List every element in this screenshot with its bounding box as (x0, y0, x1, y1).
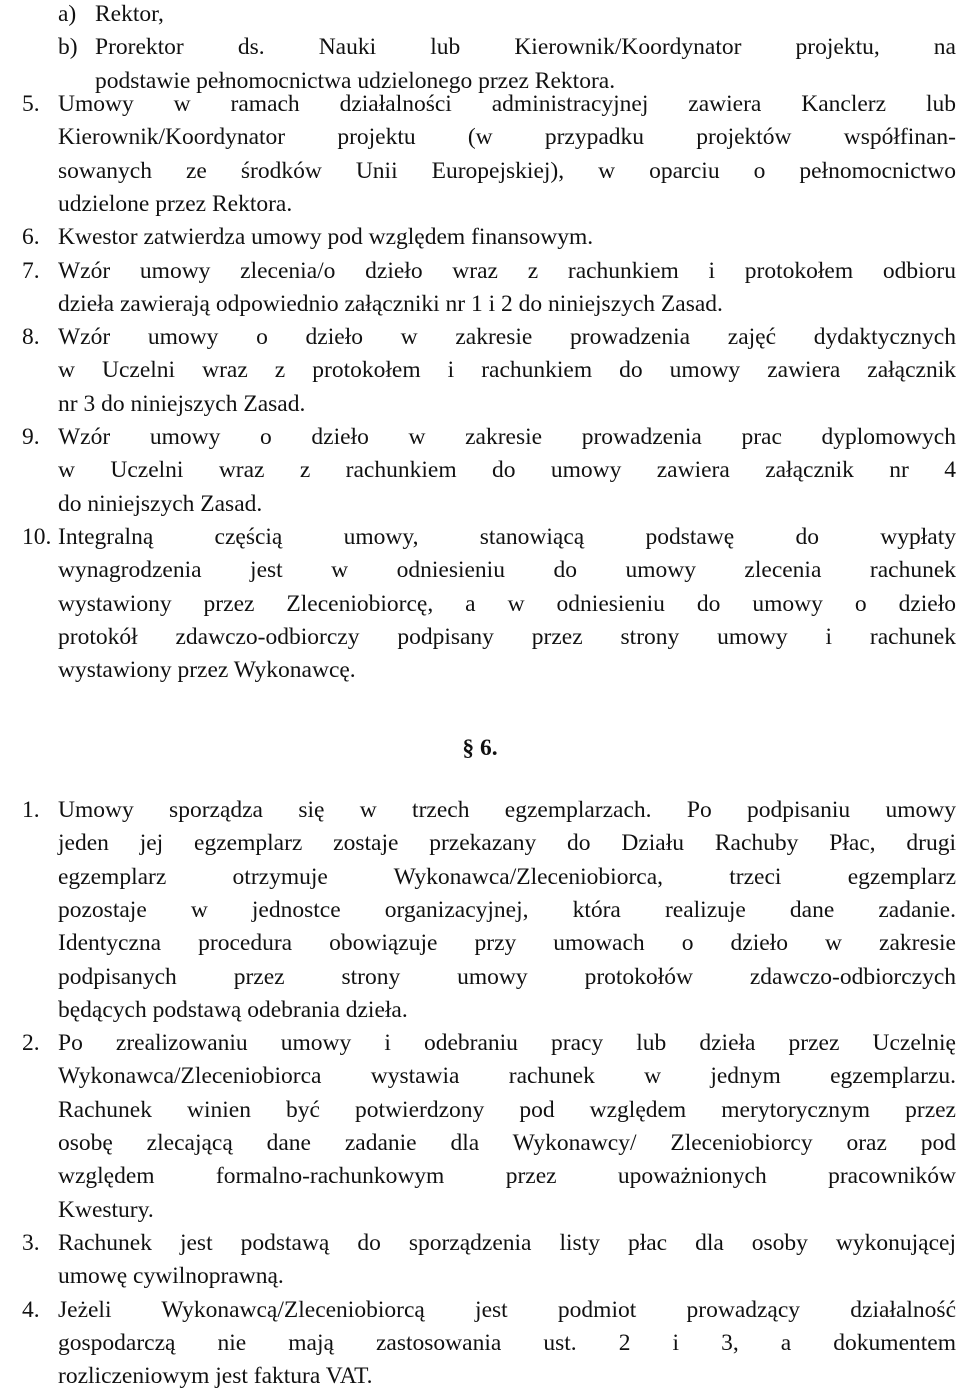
paragraph-line: Umowy sporządza się w trzech egzemplarzach. Po podpisaniu umowy (58, 797, 956, 823)
paragraph-line: udzielone przez Rektora. (58, 190, 293, 217)
paragraph-line: do niniejszych Zasad. (58, 490, 263, 517)
paragraph-line: Kwestor zatwierdza umowy pod względem finansowym. (58, 224, 594, 251)
paragraph-line: będących podstawą odebrania dzieła. (58, 996, 408, 1023)
paragraph-line: podpisanych przez strony umowy protokołów zdawczo-odbiorczych (58, 963, 956, 990)
paragraph-line: w Uczelni wraz z rachunkiem do umowy zawiera załącznik nr 4 (58, 457, 956, 484)
paragraph-line: pozostaje w jednostce organizacyjnej, która realizuje dane zadanie. (58, 896, 956, 923)
list-marker: 5. (22, 91, 40, 117)
paragraph-line: Wzór umowy o dzieło w zakresie prowadzenia zajęć dydaktycznych (58, 324, 956, 351)
paragraph-line: Prorektor ds. Nauki lub Kierownik/Koordynator projektu, na (95, 34, 956, 61)
paragraph-line: wystawiony przez Zleceniobiorcę, a w odniesieniu do umowy o dzieło (58, 590, 956, 617)
paragraph-line: Integralną częścią umowy, stanowiącą podstawę do wypłaty (58, 523, 956, 550)
list-marker: b) (58, 34, 78, 61)
paragraph-line: w Uczelni wraz z protokołem i rachunkiem do umowy zawiera załącznik (58, 357, 956, 384)
paragraph-line: Jeżeli Wykonawcą/Zleceniobiorcą jest podmiot prowadzący działalność (58, 1296, 956, 1323)
paragraph-line: Kwestury. (58, 1196, 154, 1223)
paragraph-line: protokół zdawczo-odbiorczy podpisany przez strony umowy i rachunek (58, 623, 956, 650)
paragraph-line: dzieła zawierają odpowiednio załączniki nr 1 i 2 do niniejszych Zasad. (58, 290, 723, 317)
paragraph-line: umowę cywilnoprawną. (58, 1263, 284, 1290)
paragraph-line: Umowy w ramach działalności administracyjnej zawiera Kanclerz lub (58, 91, 956, 117)
paragraph-line: nr 3 do niniejszych Zasad. (58, 390, 306, 417)
list-marker: 2. (22, 1030, 40, 1057)
paragraph-line: osobę zlecającą dane zadanie dla Wykonawcy/ Zleceniobiorcy oraz pod (58, 1130, 956, 1156)
list-marker: 6. (22, 224, 40, 251)
list-marker: a) (58, 1, 77, 27)
paragraph-line: Wzór umowy o dzieło w zakresie prowadzenia prac dyplomowych (58, 424, 956, 450)
paragraph-line: sowanych ze środków Unii Europejskiej), w oparciu o pełnomocnictwo (58, 157, 956, 184)
paragraph-line: Identyczna procedura obowiązuje przy umowach o dzieło w zakresie (58, 930, 956, 957)
paragraph-line: wynagrodzenia jest w odniesieniu do umowy zlecenia rachunek (58, 557, 956, 584)
list-marker: 9. (22, 424, 40, 450)
paragraph-line: podstawie pełnomocnictwa udzielonego przez Rektora. (95, 67, 616, 94)
list-marker: 4. (22, 1296, 40, 1323)
paragraph-line: egzemplarz otrzymuje Wykonawca/Zleceniobiorca, trzeci egzemplarz (58, 863, 956, 890)
paragraph-line: gospodarczą nie mają zastosowania ust. 2 i 3, a dokumentem (58, 1329, 956, 1356)
paragraph-line: wystawiony przez Wykonawcę. (58, 657, 356, 684)
paragraph-line: Kierownik/Koordynator projektu (w przypadku projektów współfinan- (58, 124, 956, 151)
paragraph-line: Wzór umowy zlecenia/o dzieło wraz z rachunkiem i protokołem odbioru (58, 257, 956, 284)
paragraph-line: względem formalno-rachunkowym przez upoważnionych pracowników (58, 1163, 956, 1190)
list-marker: 1. (22, 797, 40, 823)
paragraph-line: Wykonawca/Zleceniobiorca wystawia rachunek w jednym egzemplarzu. (58, 1063, 956, 1090)
list-marker: 7. (22, 257, 40, 284)
paragraph-line: Rektor, (95, 1, 164, 27)
paragraph-line: jeden jej egzemplarz zostaje przekazany do Działu Rachuby Płac, drugi (58, 830, 956, 857)
paragraph-line: rozliczeniowym jest faktura VAT. (58, 1363, 373, 1390)
list-marker: 3. (22, 1229, 40, 1256)
paragraph-line: Rachunek jest podstawą do sporządzenia listy płac dla osoby wykonującej (58, 1229, 956, 1256)
list-marker: 8. (22, 324, 40, 351)
list-marker: 10. (22, 523, 52, 550)
section-heading: § 6. (462, 735, 498, 761)
paragraph-line: Po zrealizowaniu umowy i odebraniu pracy lub dzieła przez Uczelnię (58, 1030, 956, 1057)
paragraph-line: Rachunek winien być potwierdzony pod względem merytorycznym przez (58, 1096, 956, 1123)
